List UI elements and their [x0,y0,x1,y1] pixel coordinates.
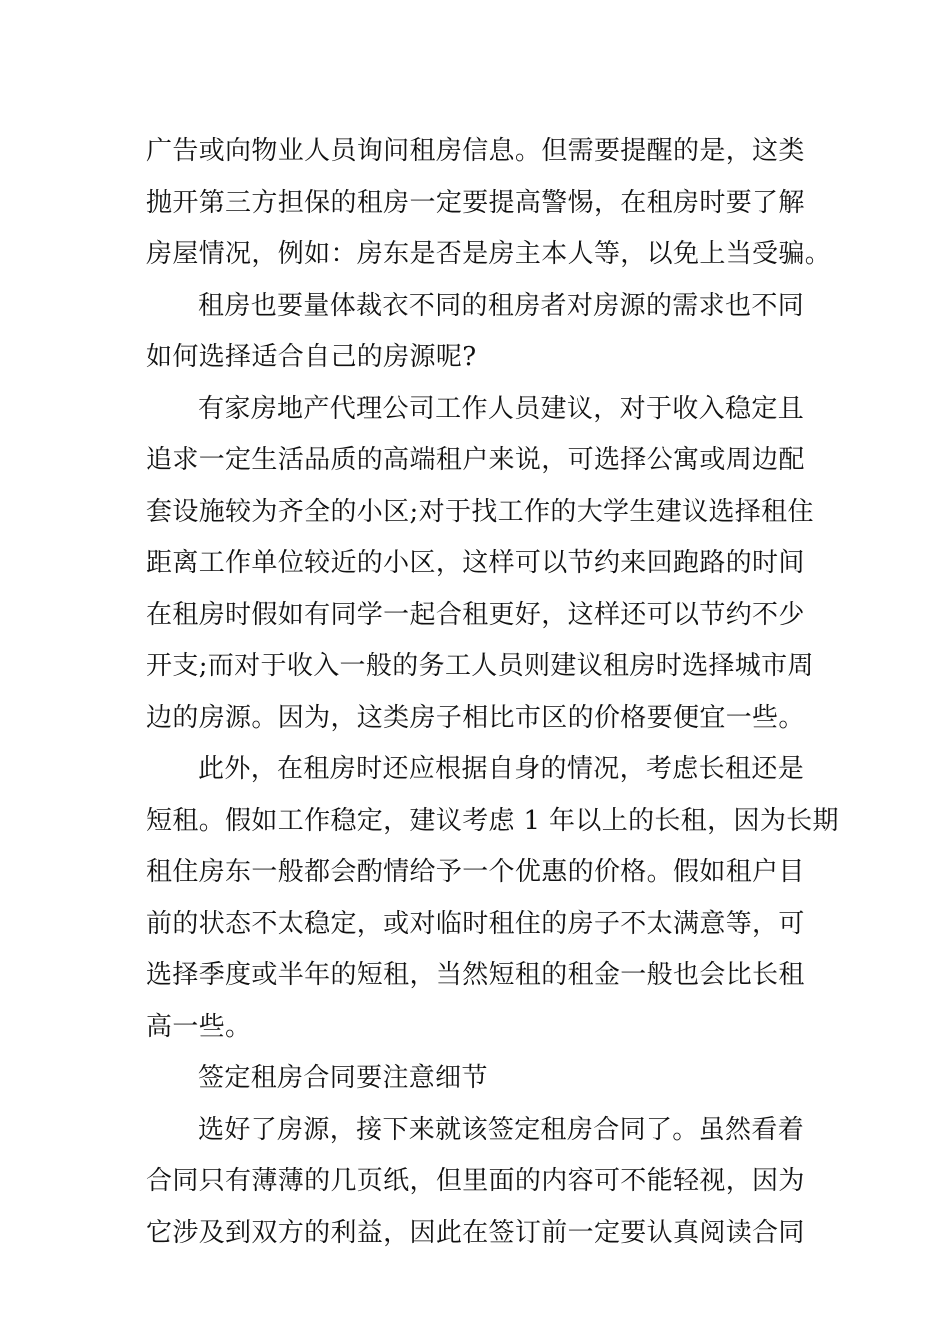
paragraph-first-line: 选好了房源，接下来就该签定租房合同了。虽然看着 [198,1114,805,1145]
text-line: 在租房时假如有同学一起合租更好，这样还可以节约不少 [146,599,805,630]
text-line: 租住房东一般都会酌情给予一个优惠的价格。假如租户目 [146,857,805,887]
text-line: 选择季度或半年的短租，当然短租的租金一般也会比长租 [146,960,805,990]
text-line: 套设施较为齐全的小区;对于找工作的大学生建议选择租住 [146,496,814,527]
text-line: 抛开第三方担保的租房一定要提高警惕，在租房时要了解 [146,187,805,218]
text-line: 高一些。 [146,1011,252,1042]
text-line: 追求一定生活品质的高端租户来说，可选择公寓或周边配 [146,445,805,475]
text-line: 短租。假如工作稳定，建议考虑 1 年以上的长租，因为长期 [146,805,839,836]
text-line: 前的状态不太稳定，或对临时租住的房子不太满意等，可 [146,908,805,939]
text-line: 开支;而对于收入一般的务工人员则建议租房时选择城市周 [146,651,814,681]
section-heading: 签定租房合同要注意细节 [198,1063,488,1093]
text-line: 它涉及到双方的利益，因此在签订前一定要认真阅读合同 [146,1217,805,1248]
document-body [146,126,839,1259]
text-line: 边的房源。因为，这类房子相比市区的价格要便宜一些。 [146,702,805,733]
paragraph-first-line: 租房也要量体裁衣不同的租房者对房源的需求也不同 [198,290,805,321]
text-line: 房屋情况，例如：房东是否是房主本人等，以免上当受骗。 [146,239,832,269]
text-line: 距离工作单位较近的小区，这样可以节约来回跑路的时间 [146,548,805,578]
text-line: 广告或向物业人员询问租房信息。但需要提醒的是，这类 [146,136,805,166]
paragraph-first-line: 有家房地产代理公司工作人员建议，对于收入稳定且 [198,393,805,424]
text-line: 如何选择适合自己的房源呢? [146,342,477,372]
text-line: 合同只有薄薄的几页纸，但里面的内容可不能轻视，因为 [146,1166,805,1196]
paragraph-first-line: 此外，在租房时还应根据自身的情况，考虑长租还是 [198,754,805,784]
